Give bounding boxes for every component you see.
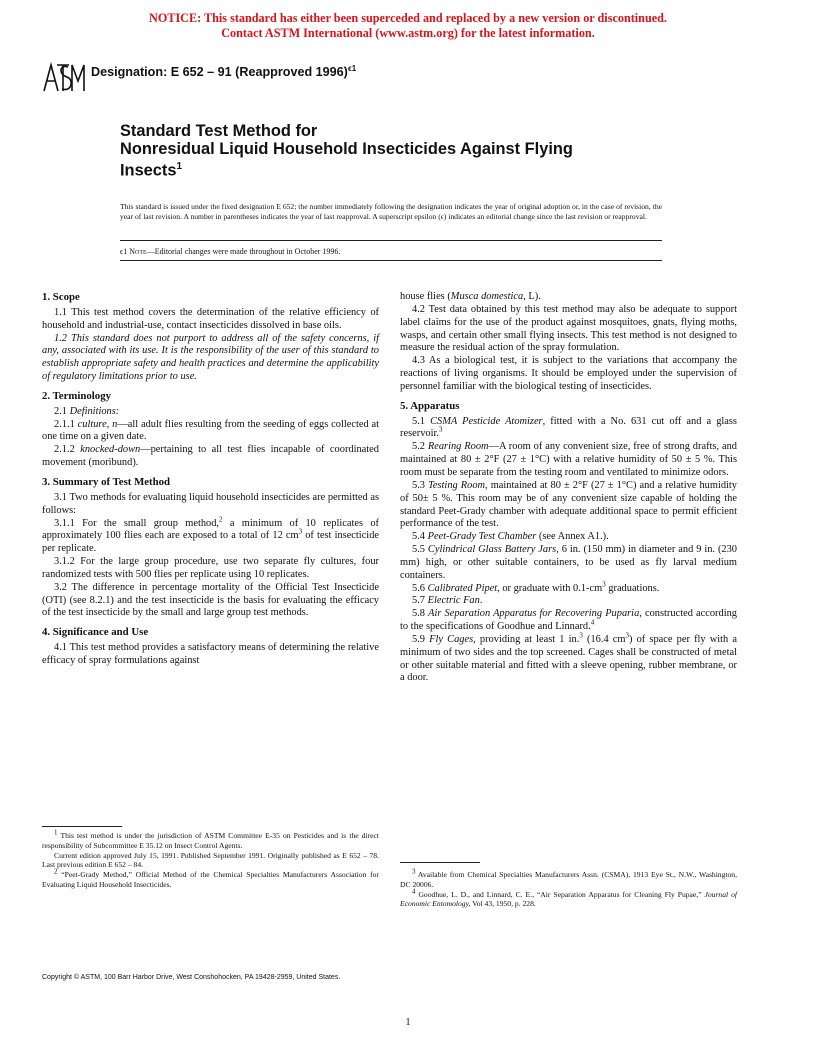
note-label: Note [129,247,147,256]
footnote: Current edition approved July 15, 1991. Published September 1991. Originally published as E 652 – 78. Last previous edition E 652 – 84. [42,850,379,870]
term: knocked-down [80,444,141,456]
footnote-text: “Peet-Grady Method,” Official Method of the Chemical Specialties Manufacturers Association for Evaluating Liquid Household Insecticides. [42,870,379,889]
paragraph: 4.1 This test method provides a satisfactory means of determining the relative efficacy of spray formulations against [42,642,379,666]
definition: —all adult flies resulting from the seeding of eggs collected at one time on a given date. [42,418,379,443]
text: , 6 in. (150 mm) in diameter and 9 in. (230 mm) high, or other suitable containers, to be used as fly larval medium containers. [400,544,737,581]
footnote-text: Vol 43, 1950, p. 228. [470,899,536,909]
section-heading: 4. Significance and Use [42,626,149,639]
paragraph [42,406,379,419]
clause-number: 2.1.2 [54,444,81,456]
term: Air Separation Apparatus for Recovering Puparia [428,608,640,620]
footnote-mark: 4 [412,887,416,896]
species-name: Musca domestica [450,291,524,302]
paragraph [400,480,737,531]
footnote-ref: 4 [590,618,595,627]
text: —A room of any convenient size, free of strong drafts, and maintained at 80 ± 2°F (27 ± 1°C) with a relative humidity of 50 ± 5 %. This room must be separate from the testing room and ventilated to minimize odors. [400,441,737,478]
paragraph [400,608,737,634]
paragraph [400,631,738,685]
text: , L). [523,291,541,302]
paragraph [400,580,737,596]
right-column [400,291,737,685]
divider-bottom [120,260,662,261]
notice-line-1: NOTICE: This standard has either been superceded and replaced by a new version or discontinued. [149,11,667,25]
text: (see Annex A1.). [536,531,609,543]
clause-number: 5.1 [412,415,431,427]
section-heading: 1. Scope [42,291,80,303]
footnote-mark: 1 [54,828,58,837]
paragraph: 4.2 Test data obtained by this test method may also be adequate to support label claims for the use of the product against mosquitoes, gnats, flying moths, wasps, and certain other small flying insects. This test method is not designed to measure the residual action of the spray formulation. [400,303,737,354]
text: ) of space per fly with a minimum of two sides and the top screened. Cages shall be constructed of metal or other suitable material and fitted with a sleeve opening, rubber membrane, or a door. [400,633,738,684]
left-column [42,291,379,668]
notice-banner [0,11,816,41]
clause-number: 5.7 [412,595,428,607]
footnote [42,867,379,890]
paragraph: 3.2 The difference in percentage mortality of the Official Test Insecticide (OTI) (see 8.2.1) and the test insecticide is the basis for evaluating the efficacy of the test insecticide by the small and large group test methods. [42,581,379,619]
paragraph [42,333,379,384]
superscript: 3 [579,631,583,640]
text: , constructed according to the specifications of Goodhue and Linnard. [400,608,737,633]
epsilon-note [120,247,340,256]
footnote-text: This test method is under the jurisdiction of ASTM Committee E-35 on Pesticides and is the direct responsibility of Subcommittee E 35.12 on Insect Control Agents. [42,831,379,850]
term: culture, n [77,418,118,430]
superscript: 3 [625,631,629,640]
term: CSMA Pesticide Atomizer [430,415,543,427]
epsilon-mark: ϵ1 [120,247,128,256]
text: , or graduate with 0.1-cm [497,582,603,594]
term: Fly Cages [429,633,474,645]
footnote [42,828,379,851]
clause-number: 5.5 [412,544,428,556]
footnote-rule [42,826,122,827]
note-text: —Editorial changes were made throughout in October 1996. [146,247,341,256]
text: 3.1.1 For the small group method, [54,517,220,529]
text: a minimum of 10 replicates of approximately 100 flies each are exposed to a total of 12 cm [42,517,379,542]
designation-superscript: ϵ1 [347,64,357,73]
text: (16.4 cm [582,633,626,645]
paragraph [400,416,737,442]
section-heading: 2. Terminology [42,389,111,402]
clause-number: 5.6 [412,582,428,594]
title-footnote-ref: 1 [176,161,183,172]
text: . [479,595,483,607]
title-line-2: Nonresidual Liquid Household Insecticides Against Flying [120,139,573,158]
journal-title: Journal of Economic Entomology, [400,889,737,909]
superscript: 3 [298,527,303,536]
footnote [400,887,737,910]
footnote-mark: 2 [54,867,58,876]
clause-number: 2.1.1 [54,418,78,430]
term: Calibrated Pipet [427,582,498,594]
text: graduations. [605,582,660,594]
text: of test insecticide per replicate. [42,530,379,555]
section-heading: 3. Summary of Test Method [42,475,171,488]
paragraph: 3.1.2 For the large group procedure, use two separate fly cultures, four randomized tests with 500 flies per replicate using 10 replicates. [42,556,379,580]
section-heading: 5. Apparatus [400,399,460,412]
definition: —pertaining to all test flies incapable of coordinated movement (moribund). [42,444,379,469]
footnotes-left [42,828,379,890]
footnote-ref: 3 [438,425,443,434]
paragraph [42,444,379,470]
clause-number: 5.4 [412,531,428,543]
intro-paragraph: This standard is issued under the fixed designation E 652; the number immediately following the designation indicates the year of original adoption or, in the case of revision, the year of last revision. A number in parentheses indicates the year of last reapproval. A superscript epsilon (ϵ) indicates an editorial change since the last revision or reapproval. [120,202,662,222]
term: Peet-Grady Test Chamber [427,531,537,543]
page-title [120,123,573,180]
clause-number: 5.8 [412,608,429,620]
footnote-ref: 2 [219,515,223,524]
astm-logo-icon [42,61,86,95]
text: , maintained at 80 ± 2°F (27 ± 1°C) and a relative humidity of 50± 5 %. This room may be of any convenient size capable of holding the standard Peet-Grady chamber with adequate additional space to permit efficient performance of the test. [400,479,737,530]
clause-number: 5.3 [412,479,429,491]
page-number: 1 [405,1017,411,1028]
paragraph [400,441,737,480]
text: house flies ( [400,291,451,302]
paragraph: 3.1 Two methods for evaluating liquid household insecticides are permitted as follows: [42,491,379,516]
superscript: 3 [602,580,606,589]
clause-number: 5.9 [412,633,430,645]
notice-line-2: Contact ASTM International (www.astm.org) for the latest information. [221,26,595,40]
term: Definitions: [69,405,120,417]
footnote-mark: 3 [412,867,416,876]
paragraph: 4.3 As a biological test, it is subject to the variations that accompany the reactions of living organisms. It should be employed under the supervision of personnel familiar with the biological testing of insecticides. [400,355,737,392]
term: Rearing Room [427,441,489,453]
title-line-3: Insects [120,161,177,180]
paragraph [42,515,379,557]
clause-number: 5.2 [412,441,428,453]
clause-number: 2.1 [54,405,70,417]
term: Electric Fan [427,595,480,607]
footnote-text: Available from Chemical Specialties Manufacturers Assn. (CSMA), 1913 Eye St., N.W., Washington, DC 20006. [400,870,737,889]
term: Testing Room [428,479,486,491]
paragraph [400,291,737,304]
term: Cylindrical Glass Battery Jars [427,544,557,556]
designation-text: Designation: E 652 – 91 (Reapproved 1996) [91,65,348,80]
paragraph [400,531,737,544]
paragraph [42,419,379,445]
footnote [400,867,737,890]
title-line-1: Standard Test Method for [120,122,318,140]
footnotes-right [400,867,737,909]
paragraph: 1.1 This test method covers the determination of the relative efficiency of household and industrial-use, contact insecticides dissolved in base oils. [42,306,379,331]
divider-top [120,240,662,241]
text: , providing at least 1 in. [473,633,580,645]
safety-caveat: 1.2 This standard does not purport to address all of the safety concerns, if any, associated with its use. It is the responsibility of the user of this standard to establish appropriate safety and health practices and determine the applicability of regulatory limitations prior to use. [42,332,379,383]
copyright: Copyright © ASTM, 100 Barr Harbor Drive, West Conshohocken, PA 19428-2959, United States. [42,974,341,981]
footnote-text: Goodhue, L. D., and Linnard, C. E., “Air Separation Apparatus for Cleaning Fly Pupae,” [415,889,705,899]
text: , fitted with a No. 631 cut off and a glass reservoir. [400,415,737,440]
footnote-rule [400,862,480,863]
paragraph [400,595,737,608]
designation [91,64,356,79]
paragraph [400,544,737,583]
